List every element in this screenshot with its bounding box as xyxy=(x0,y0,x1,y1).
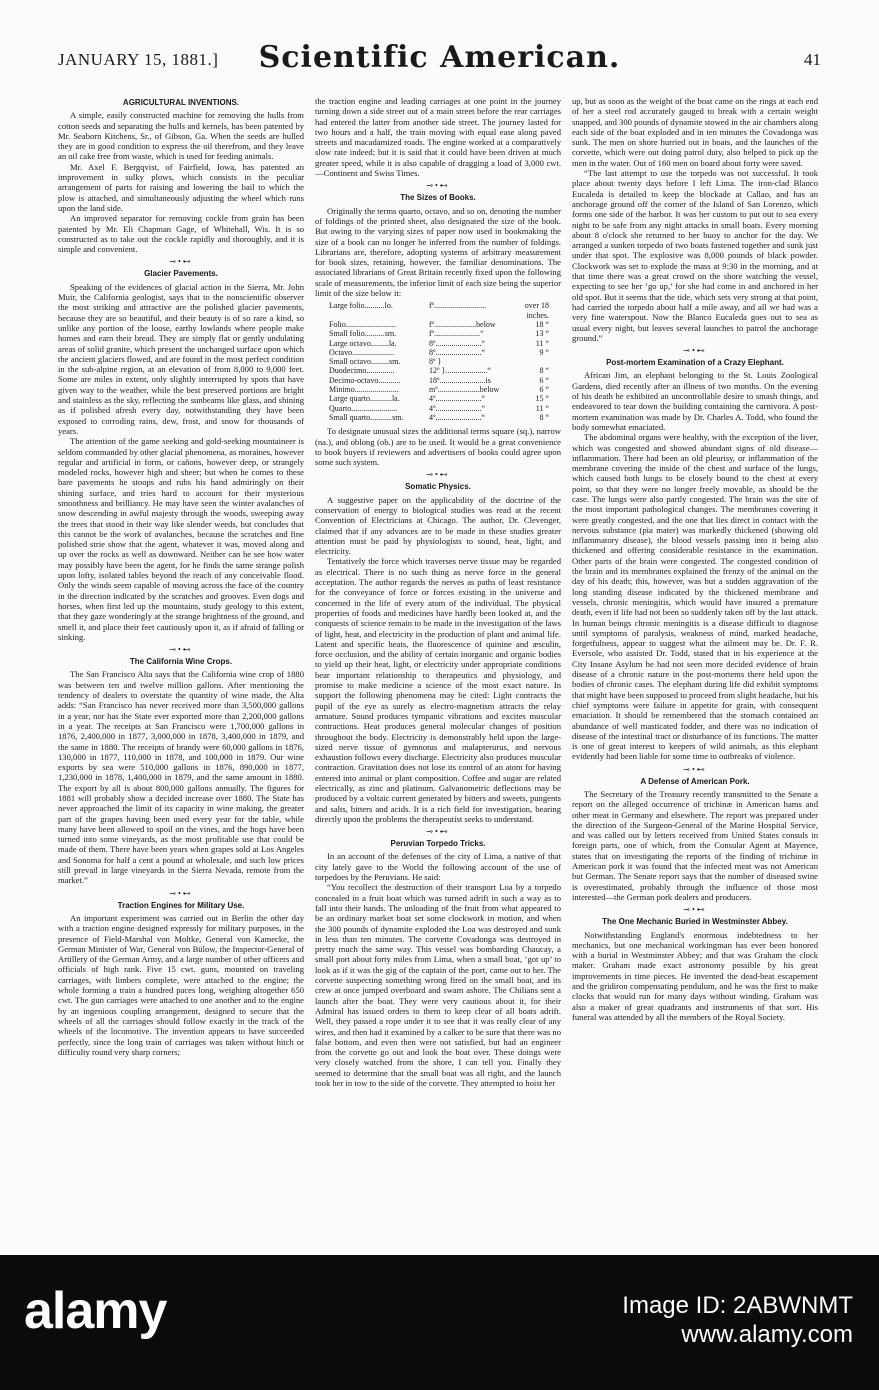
book-size-sym: 18º.......................is xyxy=(429,375,491,385)
book-size-sym: mº.....................below xyxy=(429,385,500,395)
book-size-sym: 12º }.....................“ xyxy=(429,366,491,376)
book-size-name: Small folio..........sm. xyxy=(329,329,397,339)
article-paragraph: Notwithstanding England's enormous indebtedness to her mechanics, but one mechanical workingman has ever been honored with a burial in Westminster Abbey; and that was Graham the clock maker. Graham made exact astronomy possible by his great improvements in time pieces. He invented the dead-beat escapement and the gridiron compensating pendulum, and he was the first to make clocks that would run for many days without winding. Graham was also a maker of great quadrants and instruments of that sort. His funeral was attended by all the members of the Royal Society. xyxy=(572,929,818,1022)
article-paragraph: The attention of the game seeking and gold-seeking mountaineer is seldom commanded by other glacial phenomena, as moraines, however regular and artificial in form, or cañons, however deep, or strangely modeled rocks, however high and sheer; but when he comes to these bare pavements he stoops and rubs his hand admiringly on their shining surface, and tries hard to account for their mysterious smoothness and brilliancy. He may have seen the winter avalanches of snow descending in awful majesty through the woods, sweeping away the trees that stood in their way like slender weeds, but concludes that this cannot be the work of avalanches, because the scratches and fine polished strie show that the agent, whatever it was, moved along and up over the rocks as well as downward. Neither can he see how water may possibly have been the agent, for he finds the same strange polish upon lofty, isolated tables beyond the reach of any conceivable flood. Only the winds seem capable of moving across the face of the country in the direction indicated by the scratches and grooves. Even dogs and horses, when first led up the mountains, study geology to this extent, that they gaze wonderingly at the strange brightness of the ground, and smell it, and place their feet cautiously upon it, as if afraid of falling or sinking. xyxy=(58,436,304,642)
section-divider: ⊸•⊷ xyxy=(169,888,193,898)
section-divider: ⊸•⊷ xyxy=(683,764,707,774)
issue-date: JANUARY 15, 1881.] xyxy=(58,50,219,69)
article-paragraph: The Secretary of the Treasury recently transmitted to the Senate a report on the alleged occurrence of trichinæ in American hams and other meat in Germany and elsewhere. The report was prepared under the direction of the Surgeon-General of the Marine Hospital Service, and was called out by letters received from United States consuls in foreign parts, one of which, from the Consular Agent at Mayence, states that on investigating the reports of the finding of trichinæ in American pork it was found that the infected meat was not American but German. The Senate report says that the number of diseased swine is overestimated, probably through the influence of those most interested—the German pork dealers and producers. xyxy=(572,789,818,902)
book-size-row xyxy=(329,404,561,413)
article-paragraph: An important experiment was carried out in Berlin the other day with a traction engine designed expressly for military purposes, in the presence of Field-Marshal von Moltke, General von Kamecke, the German Minister of War, General von Bülow, the Inspector-General of Artillery of the German Army, and a large number of other officers and officials of high rank. Five 15 cwt. guns, mounted on traveling carriages, with limbers complete, were attached to the engine; the whole forming a train a hundred paces long, weighing altogether 650 cwt. The gun carriages were attached to one another and to the engine by an ingenious coupling arrangement, designed to secure that the wheels of all the carriages should follow exactly in the track of the wheels of the locomotive. The invention appears to have succeeded perfectly, since the long train of carriages was taken without hitch or difficulty round very sharp corners; xyxy=(58,912,304,1057)
article-paragraph: The abdominal organs were healthy, with the exception of the liver, which was congested and showed abundant signs of old disease—inflammation. There had been an old pleurisy, or inflammation of the membrane covering the inside of the chest and surface of the lungs, which caused both lungs to be closely bound to the chest at every point, so that they were no longer freely movable, as should be the case. The lungs were also partly congested. The brain was the site of the most important pathological changes. The membranes covering it were greatly congested, and the one that lies direct in contact with the nervous substance (pia mater) was markedly thickened (showing old inflammatory disease), the blood vessels passing into it being also thickened and offering considerable resistance in the examination. Other parts of the brain were congested. The congested condition of the brain and its membranes explained the frenzy of the animal on the day of his death; this, however, was but a sudden aggravation of the long standing disease indicated by the thickened membrane and vessels, chronic meningitis, which would have insured a premature death, even if life had not been so suddenly taken off by the last attack. In human beings chronic meningitis is a disease difficult to diagnose until symptoms of paralysis, weakness of mind, marked headache, forgetfulness, appear to suggest what the ailment may be. Dr. F. R. Eversole, who assisted Dr. Todd, stated that in his experience at the City Insane Asylum he had not seen more decided evidence of brain disease of a chronic nature in the post-mortems there held upon the bodies of chronic cases. The elephant during life did exhibit symptoms that might have been supposed to proceed from slight headache, but his chief symptoms were failure in appetite for grain, with consequent emaciation. It should be remembered that the stomach contained an abundance of well masticated fodder, and there was no indication of disease of the intestinal tract or disturbance of its functions. The matter is one of great interest to keepers of wild animals, as this elephant evidently had been liable for some time to outbreaks of violence. xyxy=(572,432,818,762)
book-size-row xyxy=(329,339,561,348)
book-size-name: Minimo...................... xyxy=(329,385,399,395)
book-size-sym: 8º.......................“ xyxy=(429,338,486,348)
book-size-sym: 8º } xyxy=(429,357,442,367)
masthead-title: Scientific American. xyxy=(258,40,621,75)
article-title: Somatic Physics. xyxy=(405,482,471,492)
section-divider: ⊸•⊷ xyxy=(426,827,450,837)
book-size-row xyxy=(329,413,561,422)
book-size-measure: 13 “ xyxy=(535,329,549,339)
article-paragraph: An improved separator for removing cockle from grain has been patented by Mr. Eli Chapman Gage, of Whitehall, Wis. It is so constructed as to take out the cockle rapidly and thoroughly, and it is simple and convenient. xyxy=(58,213,304,255)
article-paragraph: African Jim, an elephant belonging to the St. Louis Zoological Gardens, died recently after an illness of two months. On the evening of his death he exhibited an uncontrollable desire to smash things, and endeavored to tear down the building containing the carnivora. A post-mortem examination was made by Dr. Charles A. Todd, who found the body somewhat emaciated. xyxy=(572,370,818,432)
article-paragraph: To designate unusual sizes the additional terms square (sq.), narrow (na.), and oblong (ob.) are to be used. It would be a great convenience to book buyers if reviewers and advertisers of books could agree upon some such system. xyxy=(315,426,561,468)
article-title: AGRICULTURAL INVENTIONS. xyxy=(122,98,240,107)
book-size-name: Small octavo.........sm. xyxy=(329,357,401,367)
book-size-name: Small quarto...........sm. xyxy=(329,412,404,422)
book-size-row xyxy=(329,329,561,338)
article-paragraph: Tentatively the force which traverses nerve tissue may be regarded as electrical. There is no such thing as nerve force in the general acceptation. The author regards the nerves as paths of least resistance for the conveyance of force or forces existing in the universe and concerned in the life of every atom of the individual. The physical properties of foods and medicines have hardly been looked at, and the conquests of science remain to be made in the investigation of the laws of light, heat, and electricity in the production of plant and animal life. Latent and specific heats, the fluorescence of quinine and æsculin, force occlusion, and the ability of certain inorganic and organic bodies to yield up their heat, light, or electricity under appropriate conditions bear important relationship to therapeutics and physiology, and promise to make medicine a science of the most exact nature. In support the following phenomena may be cited: Light contracts the pupil of the eye as surely as electro-magnetism attracts the relay armature. Sound produces tympanic vibrations and excites muscular contractions. Heat produces general molecular changes of position throughout the body. Electricity is demonstrably held upon the large-sized nerve tissue of gymnotus and malapterurus, and nervous exhaustion follows every discharge. Electricity also produces muscular contraction. Gravitation does not lose its control of an atom for having entered into animal or plant composition. Coffee and sugar are related electrically, as zinc and platinum. Galvanometric deflections may be produced by a voltaic current generated by bitters and sweets, pungents and salts, bitters and acids. It is a rich field for investigation, bearing directly upon the problems the therapeutist seeks to understand. xyxy=(315,556,561,824)
article-paragraph: A simple, easily constructed machine for removing the hulls from cotton seeds and separating the hulls and kernels, has been patented by Mr. Seaborn Kitchens, Sr., of Gibson, Ga. When the seeds are hulled they are in good condition to express the oil therefrom, and they leave an oil cake free from waste, which is used for feeding animals. xyxy=(58,110,304,162)
article-paragraph: “The last attempt to use the torpedo was not successful. It took place about twenty days before I left Lima. The iron-clad Blanco Eucaleda is detailed to keep the blockade at Callao, and has an anchorage ground off the corner of the Island of San Lorenzo, which forms one side of the harbor. It was her custom to put out to sea every night to be safe from any night attacks in small boats. Every morning about 8 o'clock she returned to her buoy to anchor for the day. We arranged a sunken torpedo of two boats fastened together and sunk just under that spot. The explosive was 8,000 pounds of black powder. Clockwork was set to explode the mass at 9:30 in the morning, and at that time there was a great crowd on the shore watching the vessel, expecting to see her ‘go up,’ for she had come in and anchored in her old spot. But it seems that the tide, which sets very strong at that point, had carried the torpedo about half a mile away, and all we had was a very fine waterspout. Now the Blanco Eucaleda goes out to sea as usual every night, but leaves several launches to patrol the anchorage ground.” xyxy=(572,168,818,343)
article-title: The One Mechanic Buried in Westminster Abbey. xyxy=(602,917,788,927)
book-size-sym: fº.....................below xyxy=(429,319,496,329)
section-divider: ⊸•⊷ xyxy=(683,346,707,356)
book-size-name: Octavo..................... xyxy=(329,347,395,357)
book-size-name: Quarto....................... xyxy=(329,403,398,413)
article-paragraph: the traction engine and leading carriages at one point in the journey turning down a side street out of a main street before the rear carriages had entered the latter from another side street. The journey lasted for two hours and a half, the train moving with equal ease along paved streets and macadamized roads. The engine worked at a comparatively slow rate indeed; but it is said that it could have been driven at much greater speed, while it is also capable of dragging a load of 3,000 cwt.—Continent and Swiss Times. xyxy=(315,96,561,179)
article-title: A Defense of American Pork. xyxy=(640,776,750,786)
book-size-measure: 6 “ xyxy=(539,385,549,395)
article-title: Peruvian Torpedo Tricks. xyxy=(390,839,486,849)
column-1 xyxy=(58,96,304,1236)
book-size-sym: 8º.......................“ xyxy=(429,347,486,357)
section-divider: ⊸•⊷ xyxy=(426,181,450,191)
book-size-measure: 6 “ xyxy=(539,375,549,385)
article-paragraph: A suggestive paper on the applicability of the doctrine of the conservation of energy to biological studies was read at the recent Convention of Electricians at Chicago. The author, Dr. Clevenger, claimed that if any advances are to be made in these studies greater attention must be paid by physiologists to sound, heat, light, and electricity. xyxy=(315,494,561,557)
article-paragraph: The San Francisco Alta says that the California wine crop of 1880 was between ten and twelve million gallons. After mentioning the tendency of dealers to overstate the quantity of wine made, the Alta adds: “San Francisco has never received more than 3,500,000 gallons in a year, nor has the State ever exported more than 2,200,000 gallons in a year. The receipts at San Francisco were 1,700,000 gallons in 1876, 2,400,000 in 1877, 3,000,000 in 1878, 3,400,000 in 1879, and the same in 1880. The receipts of brandy were 60,000 gallons in 1876, 130,000 in 1877, 110,000 in 1878, and 100,000 in 1879. Our wine exports by sea were 510,000 gallons in 1876, 890,000 in 1877, 1,230,000 in 1878, 1,400,000 in 1879, and the same amount in 1880. The export by all is about 800,000 gallons annually. The figures for 1881 will probably show a decided increase over 1880. The State has never approached the limit of its capacity in wine making, the greater part of the grapes having been used every year for the table, while many have been allowed to spoil on the vines, and the hogs have been turned into some vineyards, as the most profitable use that could be made of them. There have been years when grapes sold at Los Angeles and Sonoma for half a cent a pound at wholesale, and such low prices still prevail in large vineyards in the Sierra Nevada, remote from the market.” xyxy=(58,669,304,886)
article-title: Traction Engines for Military Use. xyxy=(117,900,245,910)
section-divider: ⊸•⊷ xyxy=(683,905,707,915)
book-size-row xyxy=(329,348,561,357)
book-size-name: Duodecimo.............. xyxy=(329,366,395,376)
image-id: Image ID: 2ABWNMT xyxy=(622,1292,853,1319)
book-size-measure: 11 “ xyxy=(535,338,549,348)
book-size-row xyxy=(329,357,561,366)
book-size-name: Folio......................... xyxy=(329,319,396,329)
book-size-measure: 11 “ xyxy=(535,403,549,413)
book-size-row xyxy=(329,301,561,320)
brand-logo[interactable]: alamy xyxy=(24,1282,167,1340)
article-title: Glacier Pavements. xyxy=(144,269,218,279)
book-size-name: Large quarto...........la. xyxy=(329,394,400,404)
article-paragraph: Mr. Axel F. Bergqvist, of Fairfield, Iowa, has patented an improvement in sulky plows, which consists in the peculiar arrangement of parts for raising and lowering the bail to which the plow is attached, and simultaneously adjusting the wheel which runs upon the land side. xyxy=(58,161,304,213)
book-size-sym: 4º.......................“ xyxy=(429,403,486,413)
article-title: Post-mortem Examination of a Crazy Elephant. xyxy=(606,358,784,368)
book-size-row xyxy=(329,376,561,385)
section-divider: ⊸•⊷ xyxy=(169,645,193,655)
book-size-sym: fº.......................“ xyxy=(429,329,484,339)
book-size-sym: 4º.......................“ xyxy=(429,394,486,404)
book-size-sym: 4º.......................“ xyxy=(429,412,486,422)
article-paragraph: “You recollect the destruction of their transport Loa by a torpedo concealed in a fruit boat which was turned adrift in such a way as to fall into their hands. The unloading of the fruit from what appeared to be an ordinary market boat set some clockwork in motion, and when the 300 pounds of dynamite exploded the Loa was destroyed and sunk in less than ten minutes. The corvette Covadonga was destroyed in pretty much the same way. This vessel was bombarding Chaucay, a small port about forty miles from Lima, when a small boat, ‘got up’ to look as if it was the gig of the captain of the port, came out to her. The corvette suspecting something wrong fired on the small boat, and its crew at once jumped overboard and swam ashore. The Chilians sent a launch after the boat. They were very cautious about it, for their Admiral has issued orders to them to keep clear of all boats adrift. Well, they passed a rope under it to see that it was really clear of any wires, and then had it examined by a calker to be sure that there was no false bottom, and even then were not satisfied, but had an engineer from the corvette go out and look the boat over. These doings were very closely watched from the shore, I can tell you. Finally they seemed to determine that the small boat was all right, and the launch took her in tow to the side of the corvette. They attempted to hoist her xyxy=(315,882,561,1089)
book-size-row xyxy=(329,366,561,375)
book-size-measure: 9 “ xyxy=(539,347,549,357)
book-size-row xyxy=(329,394,561,403)
book-size-name: Large folio..........lo. xyxy=(329,301,393,311)
stock-watermark-banner xyxy=(0,1255,879,1390)
book-size-measure: over 18 inches. xyxy=(524,301,549,320)
book-size-row xyxy=(329,385,561,394)
article-paragraph: Speaking of the evidences of glacial action in the Sierra, Mr. John Muir, the California geologist, says that to the nonscientific observer the most striking and attractive are the polished glacier pavements, because they are so beautiful, and their beauty is of so rare a kind, so unlike any portion of the loose, earthy lowlands where people make homes and earn their bread. They are simply flat or gently undulating areas of solid granite, which present the unchanged surface upon which the ancient glaciers flowed, and are found in the most perfect condition in the sub-alpine region, at an elevation of from 8,000 to 9,000 feet. Some are miles in extent, only slightly interrupted by spots that have given way to the weather, while the best preserved portions are bright and stainless as the sky, reflecting the sunbeams like glass, and shining as if polished afresh every day, notwithstanding they have been exposed to corroding rains, dew, frost, and snow for thousands of years. xyxy=(58,281,304,436)
article-paragraph: Originally the terms quarto, octavo, and so on, denoting the number of foldings of the printed sheet, also designated the size of the book. But owing to the varying sizes of paper now used in bookmaking the size of a book can no longer be inferred from the number of foldings. Librarians are, therefore, adopting systems of arbitrary measurement for book sizes, retaining, however, the familiar denominations. The associated librarians of Great Britain recently fixed upon the following scale of measurements, the inferior limit of each size being the superior limit of the size below it: xyxy=(315,205,561,299)
book-size-table xyxy=(329,301,561,422)
page-header xyxy=(58,38,821,76)
page-number: 41 xyxy=(804,50,821,69)
image-info xyxy=(622,1291,853,1349)
book-size-row xyxy=(329,320,561,329)
book-size-measure: 15 “ xyxy=(535,394,549,404)
book-size-measure xyxy=(503,357,561,366)
article-paragraph: In an account of the defenses of the city of Lima, a native of that city lately gave to the World the following account of the use of torpedoes by the Peruvians. He said: xyxy=(315,851,561,883)
book-size-measure: 8 “ xyxy=(539,412,549,422)
site-url[interactable]: www.alamy.com xyxy=(681,1321,853,1348)
section-divider: ⊸•⊷ xyxy=(169,257,193,267)
article-title: The Sizes of Books. xyxy=(400,193,476,203)
column-2 xyxy=(315,96,561,1236)
book-size-name: Decimo-octavo........... xyxy=(329,375,401,385)
section-divider: ⊸•⊷ xyxy=(426,470,450,480)
article-title: The California Wine Crops. xyxy=(129,657,233,667)
column-3 xyxy=(572,96,818,1236)
book-size-measure: 18 “ xyxy=(535,319,549,329)
book-size-sym: fº.......................... xyxy=(429,301,487,311)
book-size-name: Large octavo.........la. xyxy=(329,338,397,348)
book-size-measure: 8 “ xyxy=(539,366,549,376)
article-paragraph: up, but as soon as the weight of the boat came on the rings at each end of her a steel rod accurately gauged to break with a certain weight snapped, and 300 pounds of dynamite stowed in the air chambers along each side of the boat exploded and in ten minutes the Covadonga was sunk. The men on shore hurried out in boats, and the launches of the corvette, which were out doing patrol duty, also helped to pick up the men in the water. Out of 160 men on board about forty were saved. xyxy=(572,96,818,168)
